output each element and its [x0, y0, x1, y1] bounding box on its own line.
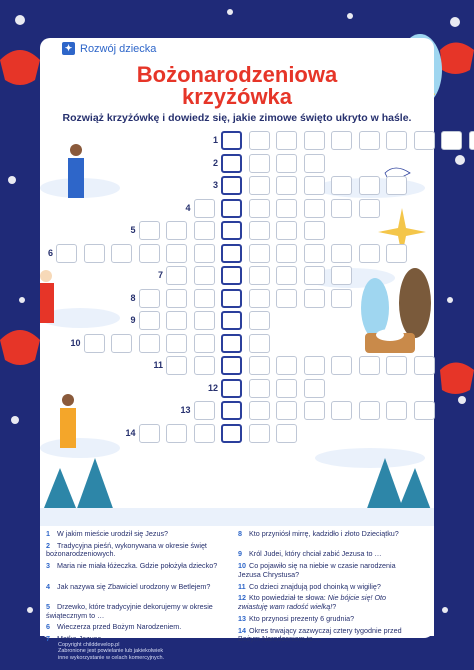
- clue-text: W jakim mieście urodził się Jezus?: [57, 529, 169, 538]
- clue-text: Kto powiedział te słowa:: [249, 593, 328, 603]
- key-cell[interactable]: [221, 379, 242, 398]
- clue-number: 9: [238, 549, 242, 559]
- crossword-cell[interactable]: [304, 266, 325, 285]
- crossword-cell[interactable]: [56, 244, 77, 263]
- clue-text: Matka Jezusa.: [57, 634, 104, 644]
- crossword-cell[interactable]: [276, 199, 297, 218]
- crossword-cell[interactable]: [276, 176, 297, 195]
- crossword-cell[interactable]: [359, 401, 380, 420]
- crossword-cell[interactable]: [304, 199, 325, 218]
- clue-number-9: 9: [130, 315, 136, 325]
- crossword-cell[interactable]: [331, 131, 352, 150]
- crossword-cell[interactable]: [304, 379, 325, 398]
- key-cell[interactable]: [221, 311, 242, 330]
- crossword-cell[interactable]: [276, 401, 297, 420]
- clue-text: Król Judei, który chciał zabić Jezusa to …: [249, 549, 382, 559]
- crossword-cell[interactable]: [386, 356, 407, 375]
- clue-4: [46, 583, 222, 592]
- key-cell[interactable]: [221, 221, 242, 240]
- key-cell[interactable]: [221, 356, 242, 375]
- clue-8: [238, 530, 414, 539]
- key-cell[interactable]: [221, 199, 242, 218]
- crossword-cell[interactable]: [304, 289, 325, 308]
- brand-name: Rozwój dziecka: [80, 42, 157, 55]
- crossword-cell[interactable]: [304, 176, 325, 195]
- crossword-cell[interactable]: [386, 401, 407, 420]
- crossword-cell[interactable]: [469, 131, 474, 150]
- crossword-cell[interactable]: [304, 154, 325, 173]
- crossword-cell[interactable]: [84, 244, 105, 263]
- crossword-cell[interactable]: [331, 199, 352, 218]
- crossword-cell[interactable]: [331, 289, 352, 308]
- clue-number-3: 3: [212, 180, 218, 190]
- clue-number-13: 13: [180, 405, 191, 415]
- clue-number: 4: [46, 581, 50, 591]
- crossword-cell[interactable]: [166, 334, 187, 353]
- crossword-cell[interactable]: [414, 356, 435, 375]
- clue-text: Kto przynosi prezenty 6 grudnia?: [249, 613, 355, 623]
- clue-number: 7: [46, 634, 50, 644]
- copyright-footer: [58, 642, 164, 661]
- crossword-cell[interactable]: [139, 424, 160, 443]
- crossword-cell[interactable]: [84, 334, 105, 353]
- crossword-cell[interactable]: [166, 356, 187, 375]
- crossword-cell[interactable]: [331, 266, 352, 285]
- crossword-cell[interactable]: [249, 334, 270, 353]
- clue-11: [238, 583, 414, 592]
- crossword-cell[interactable]: [414, 401, 435, 420]
- crossword-cell[interactable]: [386, 244, 407, 263]
- crossword-cell[interactable]: [359, 244, 380, 263]
- crossword-cell[interactable]: [249, 356, 270, 375]
- crossword-cell[interactable]: [249, 266, 270, 285]
- crossword-cell[interactable]: [331, 401, 352, 420]
- page-title-line1: Bożonarodzeniowa: [136, 62, 338, 87]
- footer-line: inne wykorzystanie w celach komercyjnych.: [58, 654, 165, 661]
- clue-text: Maria nie miała łóżeczka. Gdzie położyła dziecko?: [57, 561, 218, 571]
- crossword-cell[interactable]: [359, 199, 380, 218]
- brand[interactable]: [62, 42, 156, 55]
- crossword-cell[interactable]: [194, 266, 215, 285]
- clue-number-2: 2: [212, 157, 218, 168]
- crossword-cell[interactable]: [331, 356, 352, 375]
- crossword-cell[interactable]: [249, 289, 270, 308]
- crossword-cell[interactable]: [414, 131, 435, 150]
- crossword-cell[interactable]: [331, 244, 352, 263]
- clue-number-7: 7: [157, 270, 163, 280]
- clue-12: [238, 594, 414, 611]
- crossword-cell[interactable]: [139, 289, 160, 308]
- crossword-cell[interactable]: [194, 289, 215, 308]
- crossword-cell[interactable]: [194, 244, 215, 263]
- key-cell[interactable]: [221, 289, 242, 308]
- crossword-cell[interactable]: [276, 424, 297, 443]
- crossword-cell[interactable]: [166, 289, 187, 308]
- clue-text: Tradycyjna pieśń, wykonywana w okresie święt bożonarodzeniowych.: [46, 540, 207, 559]
- crossword-cell[interactable]: [359, 131, 380, 150]
- clue-number-5: 5: [130, 225, 136, 235]
- crossword-cell[interactable]: [249, 311, 270, 330]
- crossword-cell[interactable]: [441, 131, 462, 150]
- footer-line: Zabronione jest powielanie lub jakiekolwiek: [58, 648, 164, 655]
- crossword-cell[interactable]: [139, 221, 160, 240]
- crossword-cell[interactable]: [111, 244, 132, 263]
- clue-number: 13: [238, 613, 246, 623]
- crossword-cell[interactable]: [139, 244, 160, 263]
- clue-3: [46, 562, 222, 571]
- crossword-cell[interactable]: [276, 289, 297, 308]
- clue-text: Co pojawiło się na niebie w czasie narodzenia Jezusa Chrystusa?: [238, 561, 396, 579]
- key-cell[interactable]: [221, 334, 242, 353]
- instructions: Rozwiąż krzyżówkę i dowiedz się, jakie zimowe święto ukryto w haśle.: [62, 112, 412, 124]
- clue-number-12: 12: [207, 382, 218, 393]
- crossword-cell[interactable]: [276, 154, 297, 173]
- key-cell[interactable]: [221, 154, 242, 173]
- crossword-cell[interactable]: [276, 221, 297, 240]
- clue-number-1: 1: [212, 135, 218, 145]
- crossword-cell[interactable]: [249, 244, 270, 263]
- crossword-cell[interactable]: [276, 356, 297, 375]
- crossword-cell[interactable]: [139, 334, 160, 353]
- crossword-cell[interactable]: [194, 311, 215, 330]
- clue-number-6: 6: [47, 247, 53, 258]
- king-three: [60, 394, 76, 448]
- king-one: [68, 144, 84, 198]
- clue-number: 3: [46, 561, 50, 571]
- crossword-cell[interactable]: [386, 131, 407, 150]
- crossword-cell[interactable]: [166, 266, 187, 285]
- crossword-cell[interactable]: [194, 334, 215, 353]
- clue-number: 1: [46, 529, 50, 538]
- clue-text: Drzewko, które tradycyjnie dekorujemy w okresie świątecznym to …: [46, 602, 213, 620]
- clue-10: [238, 562, 414, 579]
- crossword-cell[interactable]: [194, 356, 215, 375]
- key-cell[interactable]: [221, 176, 242, 195]
- clue-6: [46, 623, 222, 632]
- crossword-cell[interactable]: [139, 311, 160, 330]
- key-cell[interactable]: [221, 401, 242, 420]
- key-cell[interactable]: [221, 266, 242, 285]
- crossword-cell[interactable]: [194, 401, 215, 420]
- crossword-cell[interactable]: [166, 311, 187, 330]
- clue-text: ?: [332, 601, 337, 611]
- clue-number: 6: [46, 622, 50, 632]
- crossword-cell[interactable]: [249, 379, 270, 398]
- crossword-cell[interactable]: [276, 244, 297, 263]
- crossword-cell[interactable]: [304, 131, 325, 150]
- clue-text: Okres trwający zazwyczaj cztery tygodnie przed Bożym Narodzeniem to …: [238, 625, 402, 644]
- key-cell[interactable]: [221, 244, 242, 263]
- crossword-cell[interactable]: [194, 199, 215, 218]
- crossword-cell[interactable]: [304, 244, 325, 263]
- clue-number-14: 14: [125, 427, 136, 438]
- crossword-cell[interactable]: [304, 221, 325, 240]
- crossword-cell[interactable]: [386, 176, 407, 195]
- clue-2: [46, 542, 222, 559]
- clue-5: [46, 603, 222, 620]
- crossword-cell[interactable]: [166, 221, 187, 240]
- clue-number-10: 10: [70, 337, 81, 348]
- crossword-cell[interactable]: [249, 221, 270, 240]
- page-title-line2: krzyżówka: [181, 84, 293, 109]
- crossword-cell[interactable]: [166, 424, 187, 443]
- clues-panel: [40, 526, 434, 644]
- crossword-cell[interactable]: [249, 199, 270, 218]
- clue-number: 5: [46, 602, 50, 611]
- key-cell[interactable]: [221, 424, 242, 443]
- clue-9: [238, 550, 414, 559]
- clue-text: Co dzieci znajdują pod choinką w wigilię?: [249, 581, 381, 591]
- clue-number-8: 8: [130, 292, 136, 303]
- clue-text: Nie bójcie się! Oto zwiastuję wam radość wielką!: [238, 593, 387, 611]
- crossword-cell[interactable]: [331, 176, 352, 195]
- crossword-cell[interactable]: [194, 424, 215, 443]
- clue-1: [46, 530, 222, 539]
- brand-logo-icon: ✦: [62, 42, 75, 55]
- clue-number-11: 11: [153, 360, 163, 370]
- clue-number-4: 4: [185, 202, 191, 213]
- clue-number: 8: [238, 529, 242, 538]
- clue-number: 10: [238, 561, 246, 571]
- clue-number: 12: [238, 593, 246, 603]
- crossword-cell[interactable]: [359, 176, 380, 195]
- crossword-cell[interactable]: [304, 356, 325, 375]
- crossword-cell[interactable]: [166, 244, 187, 263]
- clue-number: 14: [238, 625, 246, 635]
- crossword-cell[interactable]: [359, 356, 380, 375]
- clue-13: [238, 615, 414, 624]
- clue-text: Jak nazywa się Zbawiciel urodzony w Betlejem?: [57, 581, 211, 591]
- clue-number: 2: [46, 540, 50, 550]
- crossword-cell[interactable]: [276, 266, 297, 285]
- nativity-scene: [361, 268, 431, 353]
- key-cell[interactable]: [221, 131, 242, 150]
- clue-number: 11: [238, 581, 246, 591]
- crossword-cell[interactable]: [249, 424, 270, 443]
- crossword-cell[interactable]: [249, 154, 270, 173]
- crossword-cell[interactable]: [304, 401, 325, 420]
- crossword-cell[interactable]: [249, 176, 270, 195]
- clue-text: Wieczerza przed Bożym Narodzeniem.: [57, 622, 182, 632]
- crossword-cell[interactable]: [111, 334, 132, 353]
- king-two: [40, 270, 54, 323]
- crossword-cell[interactable]: [276, 379, 297, 398]
- clue-14: [238, 627, 414, 644]
- clue-text: Kto przyniósł mirrę, kadzidło i złoto Dzieciątku?: [249, 529, 399, 538]
- crossword-cell[interactable]: [276, 131, 297, 150]
- crossword-cell[interactable]: [194, 221, 215, 240]
- footer-line: Copyright childdevelop.pl: [58, 642, 120, 648]
- crossword-cell[interactable]: [249, 131, 270, 150]
- crossword-cell[interactable]: [249, 401, 270, 420]
